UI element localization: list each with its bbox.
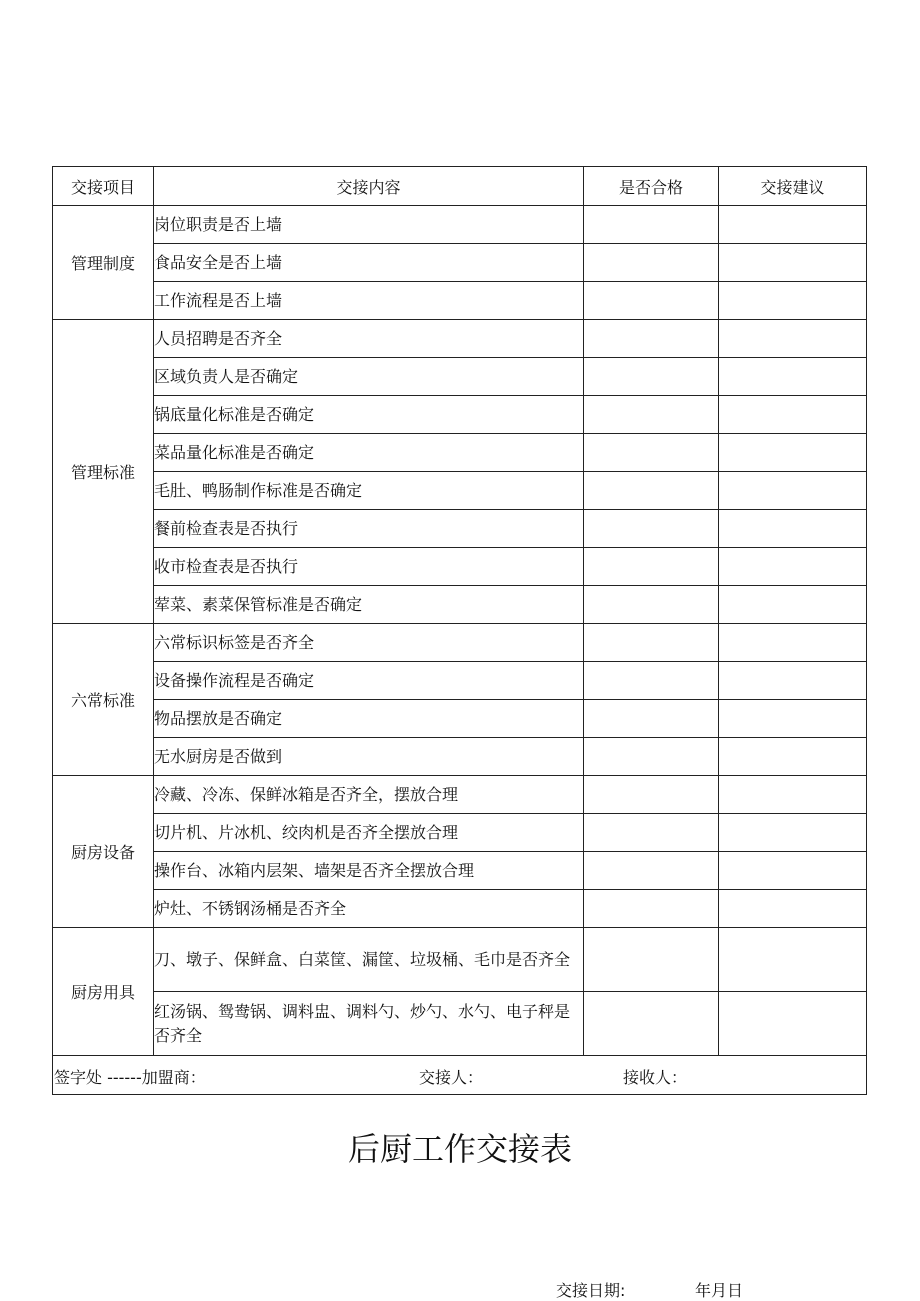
suggestion-cell[interactable] — [719, 396, 867, 434]
table-row — [53, 852, 867, 890]
header-suggestion: 交接建议 — [719, 167, 867, 206]
suggestion-cell[interactable] — [719, 548, 867, 586]
qualified-cell[interactable] — [584, 282, 719, 320]
item-cell: 餐前检查表是否执行 — [154, 510, 584, 548]
category-cell: 管理标准 — [53, 320, 154, 624]
suggestion-cell[interactable] — [719, 586, 867, 624]
header-content: 交接内容 — [154, 167, 584, 206]
table-row — [53, 662, 867, 700]
qualified-cell[interactable] — [584, 472, 719, 510]
qualified-cell[interactable] — [584, 928, 719, 992]
qualified-cell[interactable] — [584, 700, 719, 738]
handover-table — [52, 166, 867, 1095]
table-row — [53, 890, 867, 928]
item-cell: 红汤锅、鸳鸯锅、调料盅、调料勺、炒勺、水勺、电子秤是否齐全 — [154, 992, 584, 1056]
qualified-cell[interactable] — [584, 244, 719, 282]
suggestion-cell[interactable] — [719, 206, 867, 244]
item-cell: 收市检查表是否执行 — [154, 548, 584, 586]
table-row — [53, 358, 867, 396]
item-cell: 切片机、片冰机、绞肉机是否齐全摆放合理 — [154, 814, 584, 852]
category-cell: 六常标准 — [53, 624, 154, 776]
table-row — [53, 928, 867, 992]
suggestion-cell[interactable] — [719, 852, 867, 890]
suggestion-cell[interactable] — [719, 510, 867, 548]
table-row — [53, 282, 867, 320]
qualified-cell[interactable] — [584, 510, 719, 548]
qualified-cell[interactable] — [584, 814, 719, 852]
document-title: 后厨工作交接表 — [347, 1130, 572, 1168]
qualified-cell[interactable] — [584, 396, 719, 434]
item-cell: 区域负责人是否确定 — [154, 358, 584, 396]
header-item: 交接项目 — [53, 167, 154, 206]
header-qualified: 是否合格 — [584, 167, 719, 206]
suggestion-cell[interactable] — [719, 814, 867, 852]
table-row — [53, 396, 867, 434]
qualified-cell[interactable] — [584, 776, 719, 814]
item-cell: 设备操作流程是否确定 — [154, 662, 584, 700]
table-row — [53, 472, 867, 510]
suggestion-cell[interactable] — [719, 890, 867, 928]
item-cell: 锅底量化标准是否确定 — [154, 396, 584, 434]
item-cell: 毛肚、鸭肠制作标准是否确定 — [154, 472, 584, 510]
suggestion-cell[interactable] — [719, 472, 867, 510]
qualified-cell[interactable] — [584, 206, 719, 244]
table-row — [53, 548, 867, 586]
qualified-cell[interactable] — [584, 586, 719, 624]
date-label: 交接日期: — [556, 1281, 626, 1300]
suggestion-cell[interactable] — [719, 928, 867, 992]
suggestion-cell[interactable] — [719, 358, 867, 396]
table-row — [53, 320, 867, 358]
qualified-cell[interactable] — [584, 738, 719, 776]
item-cell: 人员招聘是否齐全 — [154, 320, 584, 358]
signature-cell — [53, 1056, 867, 1095]
suggestion-cell[interactable] — [719, 244, 867, 282]
table-row — [53, 992, 867, 1056]
item-cell: 工作流程是否上墙 — [154, 282, 584, 320]
category-cell: 厨房用具 — [53, 928, 154, 1056]
qualified-cell[interactable] — [584, 662, 719, 700]
qualified-cell[interactable] — [584, 358, 719, 396]
table-row — [53, 814, 867, 852]
item-cell: 操作台、冰箱内层架、墙架是否齐全摆放合理 — [154, 852, 584, 890]
suggestion-cell[interactable] — [719, 738, 867, 776]
item-cell: 菜品量化标准是否确定 — [154, 434, 584, 472]
signature-row — [53, 1056, 867, 1095]
table-row — [53, 206, 867, 244]
table-row — [53, 776, 867, 814]
suggestion-cell[interactable] — [719, 662, 867, 700]
suggestion-cell[interactable] — [719, 992, 867, 1056]
table-row — [53, 244, 867, 282]
item-cell: 冷藏、冷冻、保鲜冰箱是否齐全，摆放合理 — [154, 776, 584, 814]
table-row — [53, 586, 867, 624]
item-cell: 无水厨房是否做到 — [154, 738, 584, 776]
item-cell: 物品摆放是否确定 — [154, 700, 584, 738]
qualified-cell[interactable] — [584, 852, 719, 890]
qualified-cell[interactable] — [584, 434, 719, 472]
item-cell: 食品安全是否上墙 — [154, 244, 584, 282]
qualified-cell[interactable] — [584, 890, 719, 928]
item-cell: 刀、墩子、保鲜盒、白菜筐、漏筐、垃圾桶、毛巾是否齐全 — [154, 928, 584, 992]
table-row — [53, 738, 867, 776]
date-value: 年月日 — [695, 1281, 744, 1300]
qualified-cell[interactable] — [584, 624, 719, 662]
suggestion-cell[interactable] — [719, 700, 867, 738]
suggestion-cell[interactable] — [719, 776, 867, 814]
table-row — [53, 700, 867, 738]
category-cell: 厨房设备 — [53, 776, 154, 928]
receiver-label: 接收人： — [623, 1068, 688, 1087]
table-row — [53, 434, 867, 472]
item-cell: 炉灶、不锈钢汤桶是否齐全 — [154, 890, 584, 928]
table-row — [53, 624, 867, 662]
suggestion-cell[interactable] — [719, 624, 867, 662]
qualified-cell[interactable] — [584, 320, 719, 358]
item-cell: 荤菜、素菜保管标准是否确定 — [154, 586, 584, 624]
qualified-cell[interactable] — [584, 992, 719, 1056]
suggestion-cell[interactable] — [719, 282, 867, 320]
table-row — [53, 510, 867, 548]
handover-person-label: 交接人： — [419, 1068, 484, 1087]
suggestion-cell[interactable] — [719, 320, 867, 358]
item-cell: 岗位职责是否上墙 — [154, 206, 584, 244]
qualified-cell[interactable] — [584, 548, 719, 586]
item-cell: 六常标识标签是否齐全 — [154, 624, 584, 662]
signature-label: 签字处 ------加盟商： — [54, 1068, 206, 1087]
category-cell: 管理制度 — [53, 206, 154, 320]
suggestion-cell[interactable] — [719, 434, 867, 472]
